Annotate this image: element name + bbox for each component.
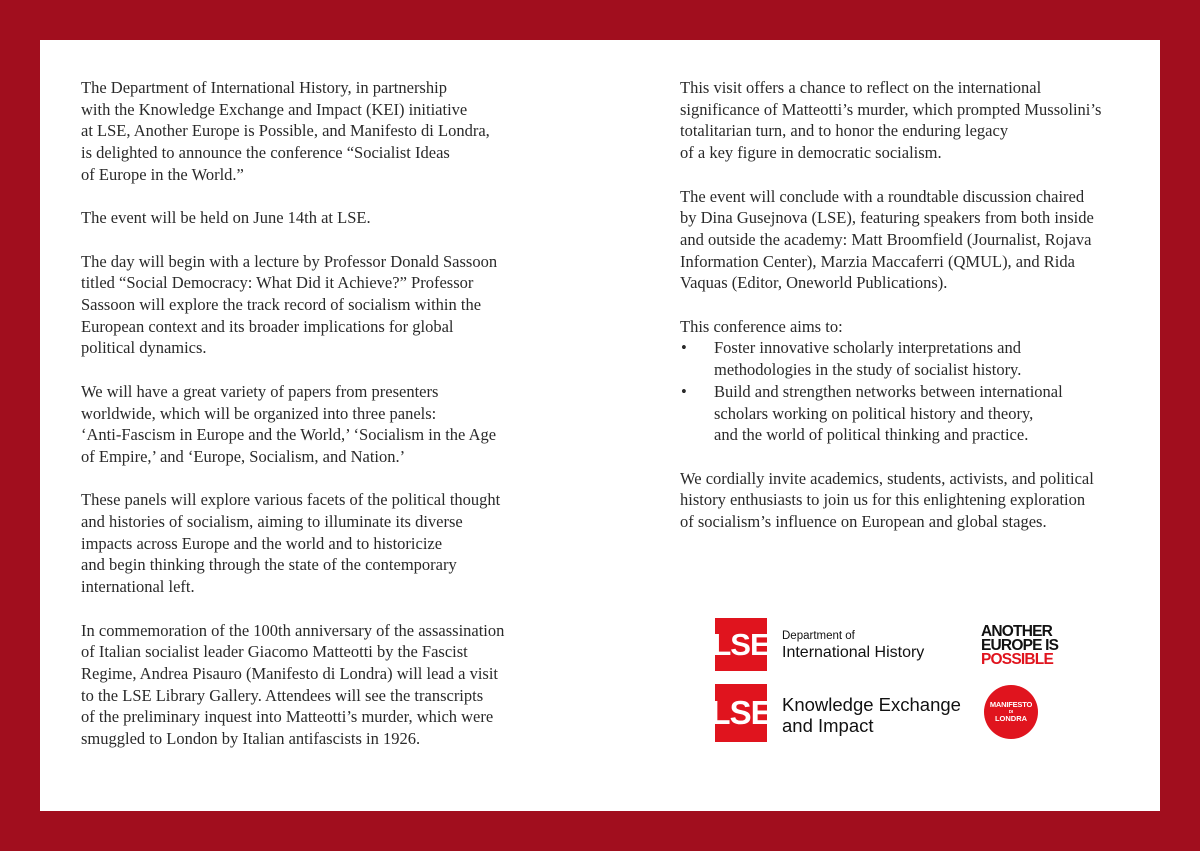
aims-section (680, 316, 1140, 446)
commemoration-paragraph: In commemoration of the 100th anniversary of the assassination of Italian socialist leader Giacomo Matteotti by the Fascist Regime, Andrea Pisauro (Manifesto di Londra) will lead a visit to the LSE Library Gallery. Attendees will see the transcripts of the preliminary inquest into Matteotti’s murder, which were smuggled to London by Italian antifascists in 1926. (81, 620, 505, 749)
invitation-paragraph: We cordially invite academics, students, activists, and political history enthusiasts to join us for this enlightening exploration of socialism’s influence on European and global stages. (680, 468, 1094, 532)
manifesto-di-londra-logo: MANIFESTO DI LONDRA (984, 685, 1038, 739)
lse-logo-intl-history: LSE (715, 618, 767, 671)
another-europe-is-possible-logo: ANOTHER EUROPE IS POSSIBLE (981, 623, 1059, 668)
right-column (680, 77, 1140, 554)
left-column (81, 77, 591, 771)
intl-history-name: International History (782, 644, 925, 661)
list-item: • Build and strengthen networks between international scholars working on political history and theory, and the world of political thinking and practice. (680, 381, 1140, 446)
roundtable-paragraph: The event will conclude with a roundtable discussion chaired by Dina Gusejnova (LSE), featuring speakers from both inside and outside the academy: Matt Broomfield (Journalist, Rojava Information Center), Marzia Maccaferri (QMUL), and Rida Vaquas (Editor, Oneworld Publications). (680, 186, 1094, 293)
panels-explore-paragraph: These panels will explore various facets of the political thought and histories of socialism, aiming to illuminate its diverse impacts across Europe and the world and to historicize and begin thinking through the state of the contemporary international left. (81, 490, 501, 597)
date-paragraph: The event will be held on June 14th at LSE. (81, 208, 371, 228)
document-page (40, 40, 1160, 811)
visit-paragraph: This visit offers a chance to reflect on the international significance of Matteotti’s murder, which prompted Mussolini’s totalitarian turn, and to honor the enduring legacy of a key figure in democratic socialism. (680, 78, 1102, 163)
aims-intro: This conference aims to: (680, 316, 843, 336)
aims-list (680, 337, 1140, 446)
intl-history-dept-label: Department of (782, 630, 855, 642)
panels-paragraph: We will have a great variety of papers from presenters worldwide, which will be organized into three panels: ‘Anti-Fascism in Europe and the World,’ ‘Socialism in the Age of Empire,’ and ‘Europe, Socialism, and Nation.’ (81, 381, 497, 466)
kei-name-line2: and Impact (782, 715, 874, 736)
kei-name-line1: Knowledge Exchange (782, 694, 961, 715)
intro-paragraph: The Department of International History, in partnership with the Knowledge Exchange and Impact (KEI) initiative at LSE, Another Europe is Possible, and Manifesto di Londra, is delighted to announce the conference “Socialist Ideas of Europe in the World.” (81, 78, 490, 184)
lecture-paragraph: The day will begin with a lecture by Professor Donald Sassoon titled “Social Democracy: What Did it Achieve?” Professor Sassoon will explore the track record of socialism within the European context and its broader implications for global political dynamics. (81, 251, 498, 358)
lse-logo-kei: LSE (715, 684, 767, 742)
list-item: • Foster innovative scholarly interpretations and methodologies in the study of socialist history. (680, 337, 1140, 380)
